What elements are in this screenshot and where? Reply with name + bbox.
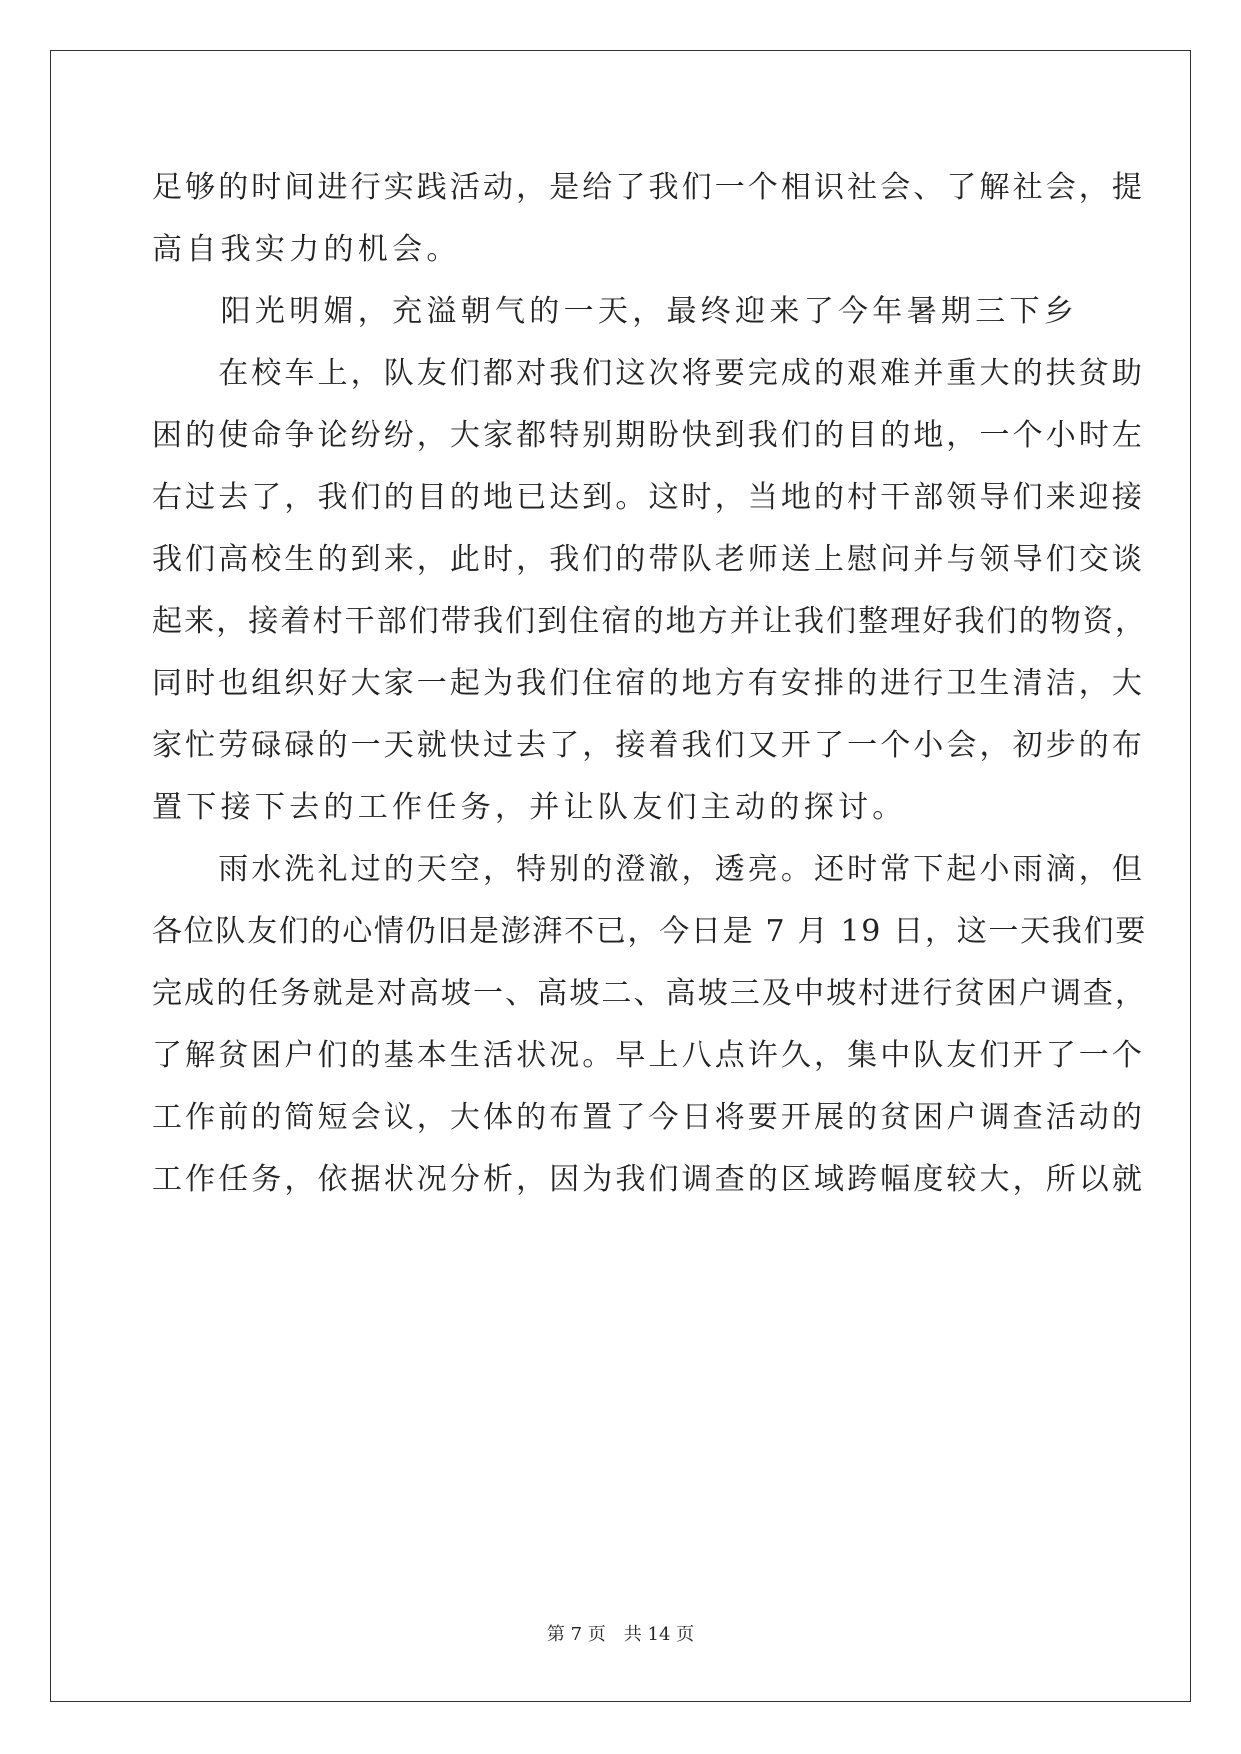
paragraph-line: 雨水洗礼过的天空，特别的澄澈，透亮。还时常下起小雨滴，但 [152,852,1145,887]
paragraph-line: 阳光明媚，充溢朝气的一天，最终迎来了今年暑期三下乡 [152,294,1079,329]
paragraph-line: 足够的时间进行实践活动，是给了我们一个相识社会、了解社会，提 [152,170,1145,205]
paragraph-line: 置下接下去的工作任务，并让队友们主动的探讨。 [152,790,907,825]
page-footer [0,1623,1241,1647]
paragraph-line: 各位队友们的心情仍旧是澎湃不已，今日是 7 月 19 日，这一天我们要 [152,914,1147,949]
paragraph-line: 了解贫困户们的基本生活状况。早上八点许久，集中队友们开了一个 [152,1038,1145,1073]
paragraph-line: 在校车上，队友们都对我们这次将要完成的艰难并重大的扶贫助 [152,356,1145,391]
paragraph-line: 家忙劳碌碌的一天就快过去了，接着我们又开了一个小会，初步的布 [152,728,1145,763]
paragraph-line: 同时也组织好大家一起为我们住宿的地方有安排的进行卫生清洁，大 [152,666,1145,701]
paragraph-line: 高自我实力的机会。 [152,232,461,267]
paragraph-line: 困的使命争论纷纷，大家都特别期盼快到我们的目的地，一个小时左 [152,418,1145,453]
paragraph-line: 起来，接着村干部们带我们到住宿的地方并让我们整理好我们的物资， [152,604,1148,639]
paragraph-line: 完成的任务就是对高坡一、高坡二、高坡三及中坡村进行贫困户调查， [152,976,1148,1011]
paragraph-line: 工作任务，依据状况分析，因为我们调查的区域跨幅度较大，所以就 [152,1162,1145,1197]
paragraph-line: 工作前的简短会议，大体的布置了今日将要开展的贫困户调查活动的 [152,1100,1145,1135]
paragraph-line: 我们高校生的到来，此时，我们的带队老师送上慰问并与领导们交谈 [152,542,1145,577]
paragraph-line: 右过去了，我们的目的地已达到。这时，当地的村干部领导们来迎接 [152,480,1145,515]
page-number: 第 7 页 [546,1624,606,1645]
page-total: 共 14 页 [623,1624,695,1645]
